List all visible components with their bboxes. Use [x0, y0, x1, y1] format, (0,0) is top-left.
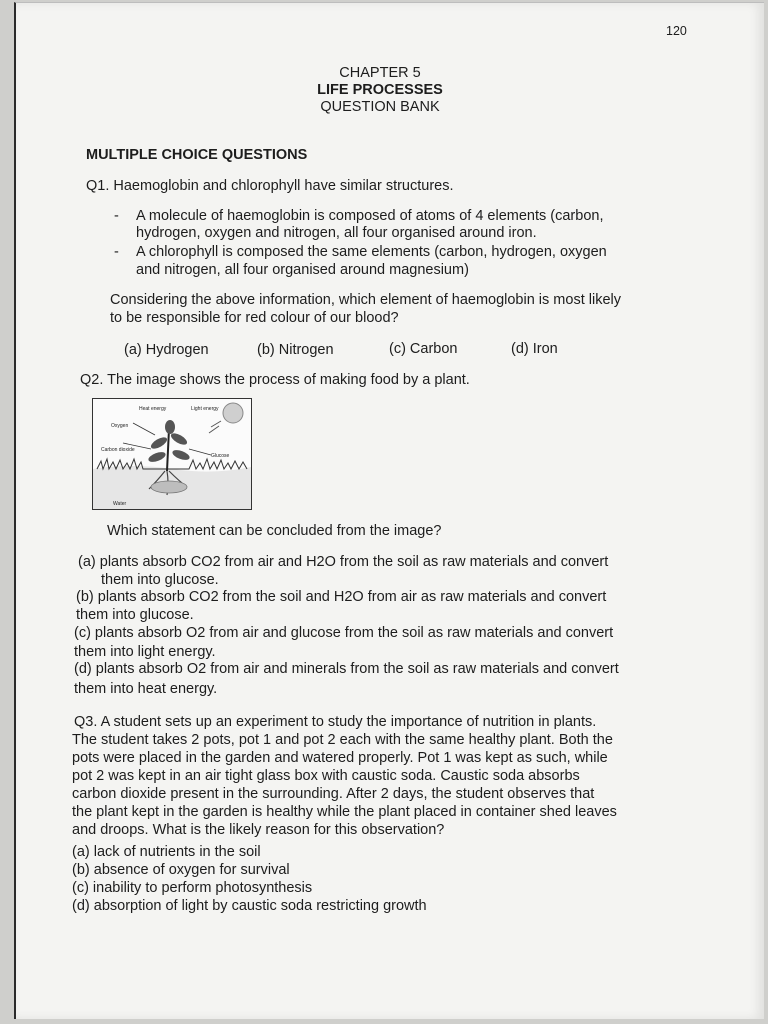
q3-line-7: and droops. What is the likely reason for this observation?: [72, 822, 445, 838]
q1-option-c: (c) Carbon: [389, 341, 458, 357]
q1-bullet-1-line1: A molecule of haemoglobin is composed of atoms of 4 elements (carbon,: [136, 208, 604, 224]
photosynthesis-diagram: [93, 399, 251, 509]
q3-option-a: (a) lack of nutrients in the soil: [72, 844, 261, 860]
q3-line-2: The student takes 2 pots, pot 1 and pot 2 each with the same healthy plant. Both the: [72, 732, 613, 748]
label-water: Water: [113, 501, 127, 507]
q3-line-6: the plant kept in the garden is healthy while the plant placed in container shed leaves: [72, 804, 617, 820]
leaf-icon: [149, 435, 169, 451]
q3-line-5: carbon dioxide present in the surrounding. After 2 days, the student observes that: [72, 786, 595, 802]
q1-question-line1: Considering the above information, which element of haemoglobin is most likely: [110, 292, 621, 308]
q3-option-b: (b) absence of oxygen for survival: [72, 862, 290, 878]
q2-option-d-line2: them into heat energy.: [74, 681, 218, 697]
label-co2: Carbon dioxide: [101, 447, 135, 453]
q3-line-1: Q3. A student sets up an experiment to study the importance of nutrition in plants.: [74, 714, 597, 730]
q3-line-3: pots were placed in the garden and watered properly. Pot 1 was kept as such, while: [72, 750, 608, 766]
q2-option-c-line1: (c) plants absorb O2 from air and glucose from the soil as raw materials and convert: [74, 625, 614, 641]
sun-icon: [223, 403, 243, 423]
q2-question: Which statement can be concluded from the image?: [107, 523, 442, 539]
q3-option-c: (c) inability to perform photosynthesis: [72, 880, 313, 896]
photosynthesis-figure: [92, 398, 252, 510]
label-oxygen: Oxygen: [111, 423, 129, 429]
chapter-label: CHAPTER 5: [339, 65, 421, 81]
q1-option-a: (a) Hydrogen: [124, 342, 209, 358]
chapter-subtitle: QUESTION BANK: [320, 99, 440, 115]
light-ray-icon: [211, 421, 221, 427]
arrow-icon: [189, 449, 211, 455]
q1-bullet-2-dash: -: [114, 244, 119, 260]
page-number: 120: [666, 24, 687, 38]
q1-stem: Q1. Haemoglobin and chlorophyll have similar structures.: [86, 178, 454, 194]
section-title: MULTIPLE CHOICE QUESTIONS: [86, 147, 308, 163]
arrow-icon: [133, 423, 155, 435]
q3-line-4: pot 2 was kept in an air tight glass box with caustic soda. Caustic soda absorbs: [72, 768, 580, 784]
q2-option-d-line1: (d) plants absorb O2 from air and minerals from the soil as raw materials and convert: [74, 661, 619, 677]
water-patch-icon: [151, 481, 187, 493]
leaf-icon: [169, 431, 189, 447]
q1-bullet-1-line2: hydrogen, oxygen and nitrogen, all four organised around iron.: [136, 225, 537, 241]
label-glucose: Glucose: [211, 453, 230, 459]
q1-bullet-1-dash: -: [114, 208, 119, 224]
q1-bullet-2-line1: A chlorophyll is composed the same elements (carbon, hydrogen, oxygen: [136, 244, 607, 260]
stem-icon: [167, 429, 169, 471]
q1-question-line2: to be responsible for red colour of our blood?: [110, 310, 399, 326]
q2-option-b-line2: them into glucose.: [76, 607, 194, 623]
q1-option-d: (d) Iron: [511, 341, 558, 357]
q2-option-b-line1: (b) plants absorb CO2 from the soil and H2O from air as raw materials and convert: [76, 589, 607, 605]
q2-option-c-line2: them into light energy.: [74, 644, 216, 660]
label-heat: Heat energy: [139, 406, 167, 412]
leaf-icon: [165, 420, 175, 434]
q3-option-d: (d) absorption of light by caustic soda restricting growth: [72, 898, 427, 914]
light-ray-icon: [209, 426, 219, 433]
leaf-icon: [147, 450, 167, 464]
q1-option-b: (b) Nitrogen: [257, 342, 334, 358]
q2-option-a-line1: (a) plants absorb CO2 from air and H2O from the soil as raw materials and convert: [78, 554, 609, 570]
chapter-title: LIFE PROCESSES: [317, 82, 443, 98]
q2-option-a-line2: them into glucose.: [101, 572, 219, 588]
leaf-icon: [171, 448, 191, 462]
q1-bullet-2-line2: and nitrogen, all four organised around magnesium): [136, 262, 469, 278]
q2-stem: Q2. The image shows the process of making food by a plant.: [80, 372, 470, 388]
label-light: Light energy: [191, 406, 219, 412]
